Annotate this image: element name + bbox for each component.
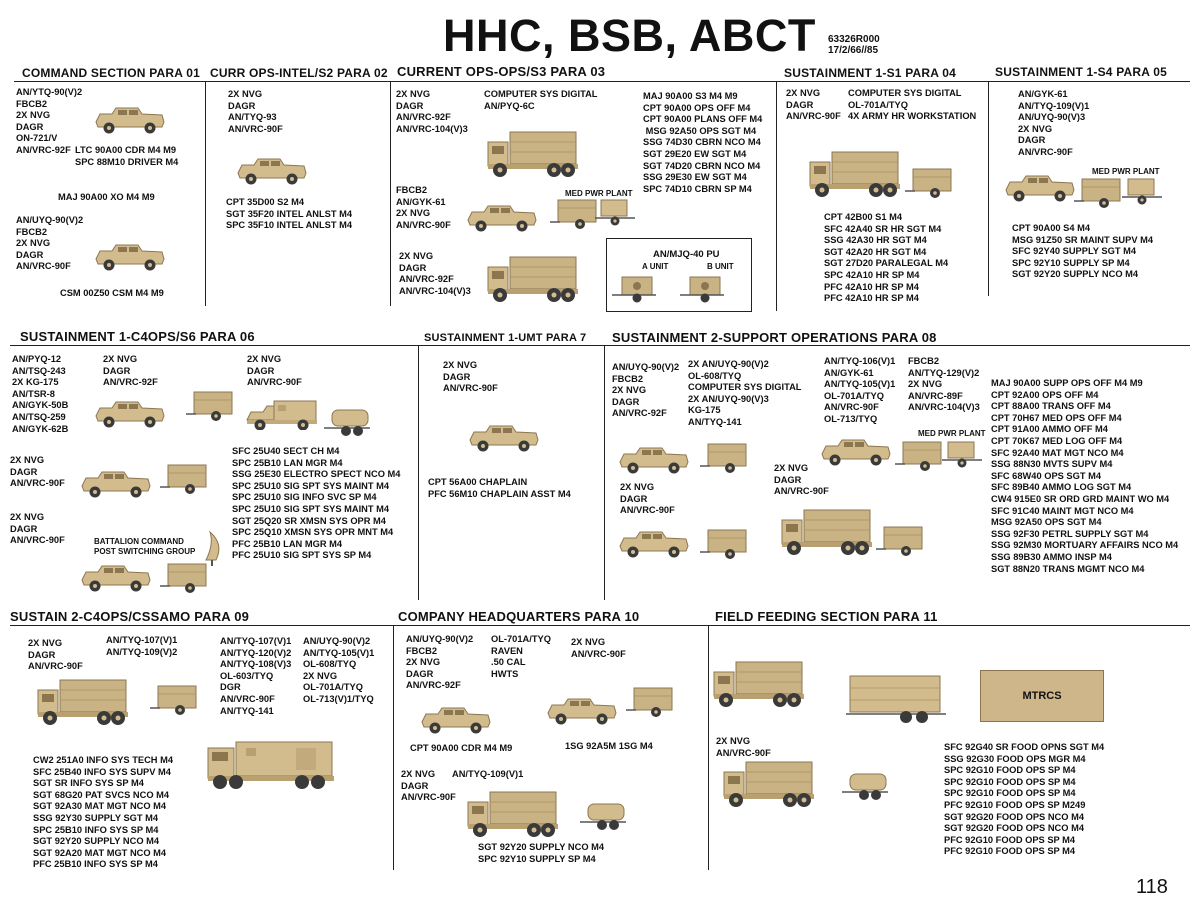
divider-v4	[988, 81, 989, 296]
kitchen-trailer-icon	[846, 674, 946, 724]
pu-a-unit-label: A UNIT	[642, 262, 669, 271]
power-plant-icon	[942, 440, 984, 468]
s6-personnel: SFC 25U40 SECT CH M4 SPC 25B10 LAN MGR M4 SSG 25E30 ELECTRO SPECT NCO M4 SPC 25U10 SIG SPT SYS MAINT M4 SPC 25U10 SIG INFO SVC SP M4 SPC 25U10 SIG SPT SYS MAINT M4 SGT 25Q20 SR XMSN SYS OPR M4 SPC 25Q10 XMSN SYS OPR MNT M4 PFC 25B10 LAN MGR M4 PFC 25U10 SIG SPT SYS SP M4	[232, 446, 401, 561]
cssamo-personnel: CW2 251A0 INFO SYS TECH M4 SFC 25B40 INFO SYS SUPV M4 SGT SR INFO SYS SP M4 SGT 68G20 PAT SVCS NCO M4 SGT 92A30 MAT MGT NCO M4 SSG 92Y30 SUPPLY SGT M4 SPC 25B10 INFO SYS SP M4 SGT 92Y20 SUPPLY NCO M4 SGT 92A20 MAT MGT NCO M4 PFC 25B10 INFO SYS SP M4	[33, 755, 174, 870]
hmmwv-icon	[468, 424, 542, 454]
ff-personnel: SFC 92G40 SR FOOD OPNS SGT M4 SSG 92G30 FOOD OPS MGR M4 SPC 92G10 FOOD OPS SP M4 SPC 92G10 FOOD OPS SP M4 SPC 92G10 FOOD OPS SP M4 PFC 92G10 FOOD OPS SP M249 SGT 92G20 FOOD OPS NCO M4 SGT 92G20 FOOD OPS NCO M4 PFC 92G10 FOOD OPS SP M4 PFC 92G10 FOOD OPS SP M4	[944, 742, 1105, 857]
hmmwv-icon	[94, 400, 168, 430]
ops-equipment-2: COMPUTER SYS DIGITAL AN/PYQ-6C	[484, 89, 598, 111]
hmmwv-icon	[466, 204, 540, 234]
trailer-icon	[186, 390, 236, 422]
section-title-umt: SUSTAINMENT 1-UMT PARA 7	[424, 332, 587, 344]
hmmwv-icon	[618, 446, 692, 476]
trailer-icon	[160, 463, 210, 495]
hmmwv-icon	[80, 470, 154, 500]
hmmwv-icon	[1004, 174, 1078, 204]
s6-equipment-5: 2X NVG DAGR AN/VRC-90F	[10, 512, 65, 546]
trailer-icon	[626, 686, 696, 718]
hmmwv-icon	[820, 438, 894, 468]
lmtv-prime-mover-icon	[712, 660, 844, 712]
lmtv-truck-icon	[486, 130, 582, 178]
shelter-hmmwv-icon	[245, 400, 321, 430]
cssamo-equipment-4: AN/UYQ-90(V)2 AN/TYQ-105(V)1 OL-608/TYQ 2X NVG OL-701A/TYQ OL-713(V)1/TYQ	[303, 636, 375, 704]
hq-equipment-5: AN/TYQ-109(V)1	[452, 769, 524, 779]
ops-equipment-3: FBCB2 AN/GYK-61 2X NVG AN/VRC-90F	[396, 185, 451, 230]
section-title-cssamo: SUSTAIN 2-C4OPS/CSSAMO PARA 09	[10, 609, 250, 624]
lmtv-truck-icon	[780, 508, 876, 556]
ops-med-pwr-label: MED PWR PLANT	[565, 189, 633, 198]
command-personnel-3: CSM 00Z50 CSM M4 M9	[60, 288, 164, 298]
trailer-icon	[905, 167, 955, 199]
ops-personnel: MAJ 90A00 S3 M4 M9 CPT 90A00 OPS OFF M4 CPT 90A00 PLANS OFF M4 MSG 92A50 OPS SGT M4 SSG 74D30 CBRN NCO M4 SGT 29E20 EW SGT M4 SGT 74D20 CBRN NCO M4 SSG 29E30 EW SGT M4 SPC 74D10 CBRN SP M4	[643, 91, 763, 194]
section-title-c4ops: SUSTAINMENT 1-C4OPS/S6 PARA 06	[20, 329, 255, 344]
hq-equipment-3: 2X NVG AN/VRC-90F	[571, 637, 626, 659]
lmtv-truck-icon	[36, 678, 132, 726]
ops-equipment-1: 2X NVG DAGR AN/VRC-92F AN/VRC-104(V)3	[396, 89, 468, 134]
pu-b-unit-label: B UNIT	[707, 262, 734, 271]
supops-equipment-1: AN/UYQ-90(V)2 FBCB2 2X NVG DAGR AN/VRC-92F	[612, 362, 680, 419]
hmmwv-icon	[94, 106, 168, 136]
hq-equipment-1: AN/UYQ-90(V)2 FBCB2 2X NVG DAGR AN/VRC-92F	[406, 634, 474, 691]
power-unit-b-icon	[680, 275, 728, 303]
supops-equipment-3: AN/TYQ-106(V)1 AN/GYK-61 AN/TYQ-105(V)1 OL-701A/TYQ AN/VRC-90F OL-713/TYQ	[824, 356, 896, 424]
power-plant-icon	[1122, 177, 1164, 205]
command-equipment-2: AN/UYQ-90(V)2 FBCB2 2X NVG DAGR AN/VRC-90F	[16, 215, 84, 272]
command-personnel-1: LTC 90A00 CDR M4 M9 SPC 88M10 DRIVER M4	[75, 145, 179, 167]
intel-personnel: CPT 35D00 S2 M4 SGT 35F20 INTEL ANLST M4 SPC 35F10 INTEL ANLST M4	[226, 197, 353, 231]
lmtv-truck-icon	[808, 150, 904, 198]
document-code: 63326R000 17/2/66//85	[828, 34, 880, 56]
section-title-command: COMMAND SECTION PARA 01	[22, 66, 200, 80]
supops-med-pwr-label: MED PWR PLANT	[918, 429, 986, 438]
s1-equipment-2: COMPUTER SYS DIGITAL OL-701A/TYQ 4X ARMY HR WORKSTATION	[848, 88, 977, 122]
section-title-support-ops: SUSTAINMENT 2-SUPPORT OPERATIONS PARA 08	[612, 330, 937, 345]
mtrcs-box: MTRCS	[980, 670, 1104, 722]
supops-equipment-5: 2X NVG DAGR AN/VRC-90F	[620, 482, 675, 516]
section-title-curr-intel: CURR OPS-INTEL/S2 PARA 02	[210, 66, 388, 80]
trailer-icon	[700, 442, 750, 474]
trailer-icon	[1074, 177, 1124, 209]
hq-personnel-2: 1SG 92A5M 1SG M4	[565, 741, 653, 751]
hmmwv-icon	[618, 530, 692, 560]
supops-equipment-6: 2X NVG DAGR AN/VRC-90F	[774, 463, 829, 497]
cssamo-equipment-1: 2X NVG DAGR AN/VRC-90F	[28, 638, 83, 672]
command-personnel-2: MAJ 90A00 XO M4 M9	[58, 192, 155, 202]
ff-equipment: 2X NVG AN/VRC-90F	[716, 736, 771, 758]
section-title-s4: SUSTAINMENT 1-S4 PARA 05	[995, 65, 1167, 79]
divider-v1	[205, 81, 206, 306]
command-equipment-1: AN/YTQ-90(V)2 FBCB2 2X NVG DAGR ON-721/V AN/VRC-92F	[16, 87, 83, 155]
ops-equipment-4: 2X NVG DAGR AN/VRC-92F AN/VRC-104(V)3	[399, 251, 471, 296]
hmmwv-icon	[80, 564, 154, 594]
section-title-current-ops: CURRENT OPS-OPS/S3 PARA 03	[397, 64, 606, 79]
hmmwv-icon	[236, 157, 310, 187]
divider-v3	[776, 81, 777, 311]
umt-equipment: 2X NVG DAGR AN/VRC-90F	[443, 360, 498, 394]
power-plant-icon	[595, 198, 637, 226]
divider-v7	[393, 625, 394, 870]
divider-row3-top	[10, 625, 1190, 626]
divider-v6	[604, 345, 605, 600]
water-trailer-icon	[580, 800, 656, 836]
hq-personnel-3: SGT 92Y20 SUPPLY NCO M4 SPC 92Y10 SUPPLY SP M4	[478, 842, 605, 864]
trailer-icon	[550, 198, 600, 230]
s1-personnel: CPT 42B00 S1 M4 SFC 42A40 SR HR SGT M4 SSG 42A30 HR SGT M4 SGT 42A20 HR SGT M4 SGT 27D20 PARALEGAL M4 SPC 42A10 HR SP M4 PFC 42A10 HR SP M4 PFC 42A10 HR SP M4	[824, 212, 949, 304]
lmtv-truck-icon	[722, 760, 818, 808]
supops-equipment-4: FBCB2 AN/TYQ-129(V)2 2X NVG AN/VRC-89F AN/VRC-104(V)3	[908, 356, 980, 413]
cssamo-equipment-3: AN/TYQ-107(V)1 AN/TYQ-120(V)2 AN/TYQ-108(V)3 OL-603/TYQ DGR AN/VRC-90F AN/TYQ-141	[220, 636, 292, 716]
supops-equipment-2: 2X AN/UYQ-90(V)2 OL-608/TYQ COMPUTER SYS DIGITAL 2X AN/UYQ-90(V)3 KG-175 AN/TYQ-141	[688, 359, 802, 427]
divider-row1-top	[14, 81, 1190, 82]
bcpsg-label: BATTALION COMMAND POST SWITCHING GROUP	[94, 537, 196, 556]
page-title: HHC, BSB, ABCT	[443, 10, 816, 61]
hmmwv-icon	[546, 697, 620, 727]
section-title-s1: SUSTAINMENT 1-S1 PARA 04	[784, 66, 956, 80]
divider-v2	[390, 81, 391, 306]
divider-row2-top	[10, 345, 1190, 346]
s6-equipment-4: 2X NVG DAGR AN/VRC-90F	[10, 455, 65, 489]
s4-equipment: AN/GYK-61 AN/TYQ-109(V)1 AN/UYQ-90(V)3 2X NVG DAGR AN/VRC-90F	[1018, 89, 1090, 157]
lmtv-truck-icon	[466, 790, 562, 838]
trailer-icon	[160, 562, 210, 594]
lmtv-truck-icon	[486, 255, 582, 303]
hq-equipment-2: OL-701A/TYQ RAVEN .50 CAL HWTS	[491, 634, 551, 679]
umt-personnel: CPT 56A00 CHAPLAIN PFC 56M10 CHAPLAIN ASST M4	[428, 477, 571, 499]
s6-equipment-2: 2X NVG DAGR AN/VRC-92F	[103, 354, 158, 388]
divider-v5	[418, 345, 419, 600]
section-title-field-feeding: FIELD FEEDING SECTION PARA 11	[715, 609, 938, 624]
cssamo-equipment-2: AN/TYQ-107(V)1 AN/TYQ-109(V)2	[106, 635, 178, 657]
s1-equipment-1: 2X NVG DAGR AN/VRC-90F	[786, 88, 841, 122]
intel-equipment: 2X NVG DAGR AN/TYQ-93 AN/VRC-90F	[228, 89, 283, 134]
pu-title: AN/MJQ-40 PU	[653, 249, 720, 260]
s4-med-pwr-label: MED PWR PLANT	[1092, 167, 1160, 176]
trailer-icon	[150, 684, 220, 716]
hmmwv-icon	[94, 243, 168, 273]
page-number: 118	[1136, 876, 1168, 898]
hq-equipment-4: 2X NVG DAGR AN/VRC-90F	[401, 769, 456, 803]
section-title-company-hq: COMPANY HEADQUARTERS PARA 10	[398, 609, 640, 624]
shelter-truck-icon	[206, 740, 338, 792]
s4-personnel: CPT 90A00 S4 M4 MSG 91Z50 SR MAINT SUPV M4 SFC 92Y40 SUPPLY SGT M4 SPC 92Y10 SUPPLY SP M4 SGT 92Y20 SUPPLY NCO M4	[1012, 223, 1154, 280]
supops-personnel: MAJ 90A00 SUPP OPS OFF M4 M9 CPT 92A00 OPS OFF M4 CPT 88A00 TRANS OFF M4 CPT 70H67 MED OPS OFF M4 CPT 91A00 AMMO OFF M4 CPT 70K67 MED LOG OFF M4 SFC 92A40 MAT MGT NCO M4 SSG 88N30 MVTS SUPV M4 SFC 68W40 OPS SGT M4 SFC 89B40 AMMO LOG SGT M4 CW4 915E0 SR ORD GRD MAINT WO M4 SFC 91C40 MAINT MGT NCO M4 MSG 92A50 OPS SGT M4 SSG 92F30 PETRL SUPPLY SGT M4 SSG 92M30 MORTUARY AFFAIRS NCO M4 SSG 89B30 AMMO INSP M4 SGT 88N20 TRANS MGMT NCO M4	[991, 378, 1179, 574]
generator-trailer-icon	[324, 406, 384, 438]
s6-equipment-1: AN/PYQ-12 AN/TSQ-243 2X KG-175 AN/TSR-8 AN/GYK-50B AN/TSQ-259 AN/GYK-62B	[12, 354, 69, 434]
trailer-icon	[876, 525, 926, 557]
divider-v8	[708, 625, 709, 870]
s6-equipment-3: 2X NVG DAGR AN/VRC-90F	[247, 354, 302, 388]
hmmwv-icon	[420, 706, 494, 736]
fuel-trailer-icon	[842, 770, 898, 802]
trailer-icon	[700, 528, 750, 560]
power-unit-a-icon	[612, 275, 660, 303]
hq-personnel-1: CPT 90A00 CDR M4 M9	[410, 743, 513, 753]
trailer-icon	[895, 440, 945, 472]
